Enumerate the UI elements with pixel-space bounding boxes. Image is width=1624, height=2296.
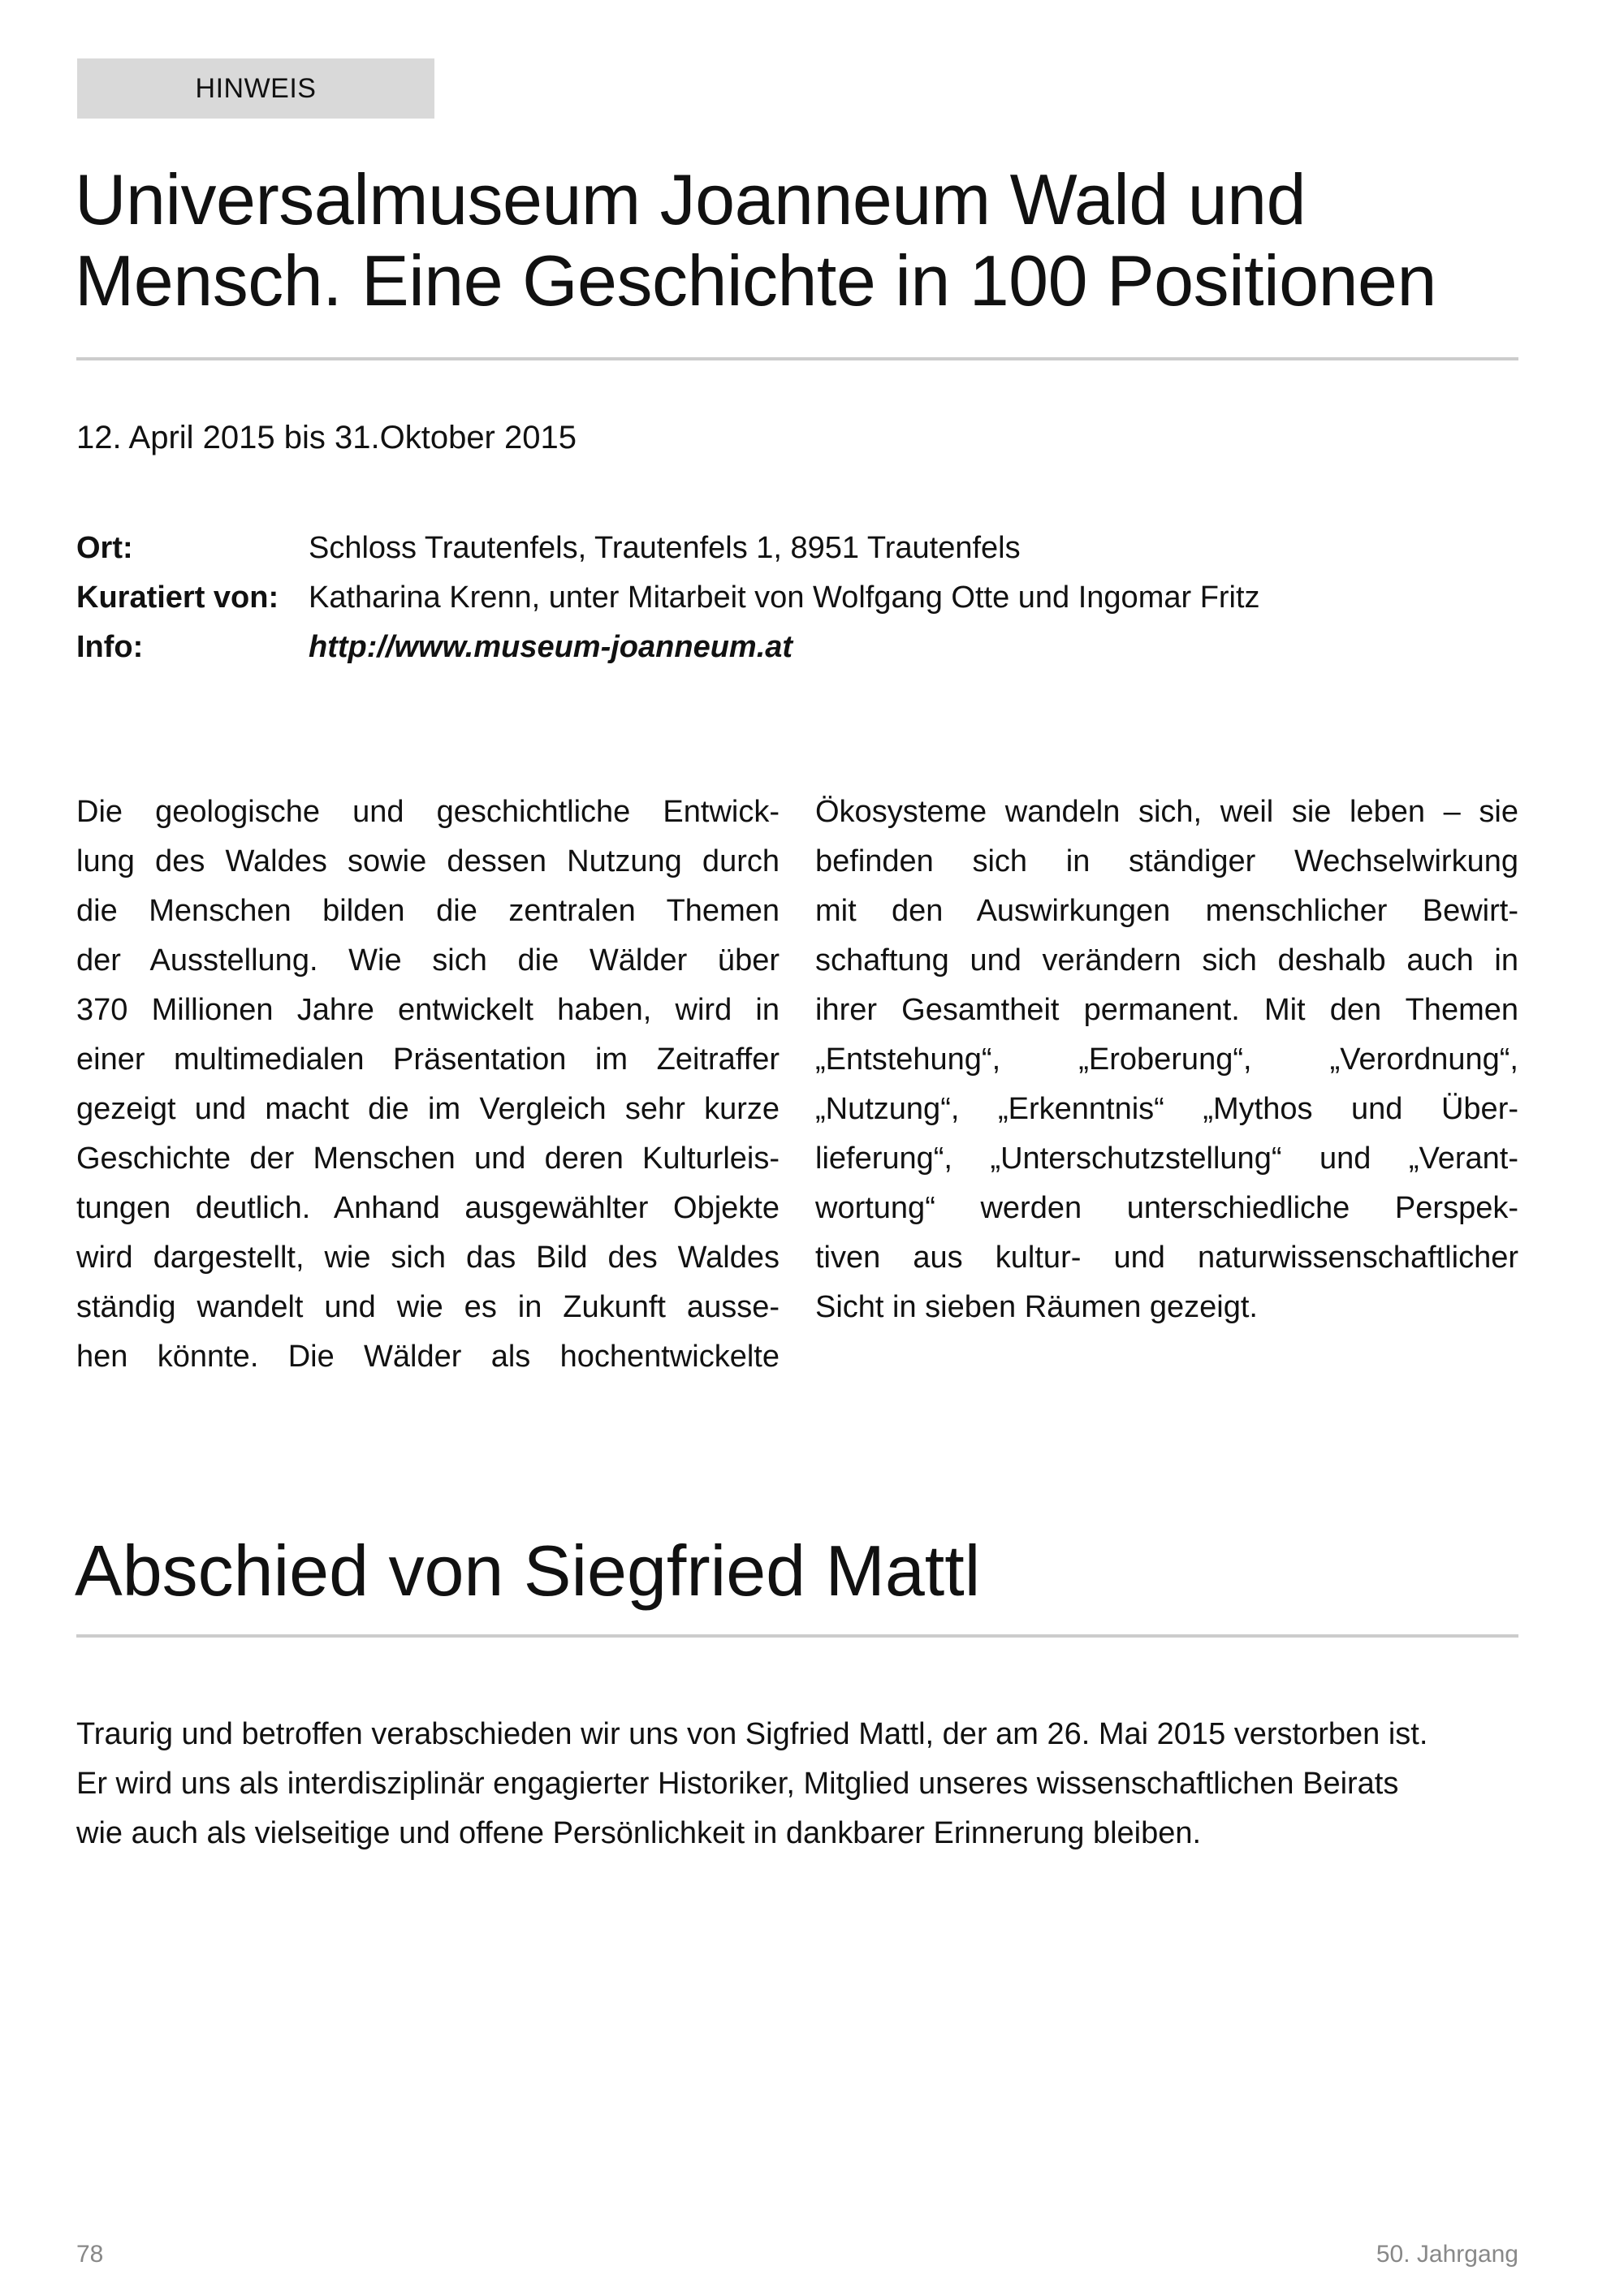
text-line: tiven aus kultur- und naturwissenschaftlicher [815,1241,1518,1275]
text-line: schaftung und verändern sich deshalb auch in [815,943,1518,978]
article-body-left-column [76,788,780,1382]
text-line: Er wird uns als interdisziplinär engagierter Historiker, Mitglied unseres wissenschaftlichen Beirats [76,1767,1399,1801]
info-label: Info: [76,630,144,664]
article-title: Universalmuseum Joanneum Wald und Mensch. Eine Geschichte in 100 Positionen [75,159,1436,321]
text-line: lieferung“, „Unterschutzstellung“ und „Verant- [815,1142,1518,1176]
info-label: Ort: [76,531,133,565]
info-label: Kuratiert von: [76,580,279,615]
text-line: einer multimedialen Präsentation im Zeitraffer [76,1042,780,1077]
text-line: wie auch als vielseitige und offene Persönlichkeit in dankbarer Erinnerung bleiben. [76,1816,1202,1850]
text-line: Traurig und betroffen verabschieden wir uns von Sigfried Mattl, der am 26. Mai 2015 verstorben ist. [76,1717,1428,1751]
info-row-curated-by [76,573,1260,623]
text-line: ständig wandelt und wie es in Zukunft ausse- [76,1290,780,1324]
page-number: 78 [76,2241,104,2268]
text-line: „Entstehung“, „Eroberung“, „Verordnung“, [815,1042,1518,1077]
text-line: tungen deutlich. Anhand ausgewählter Objekte [76,1191,780,1225]
section-tag [77,58,434,119]
website-link[interactable]: http://www.museum-joanneum.at [309,630,793,664]
exhibition-date-range: 12. April 2015 bis 31.Oktober 2015 [76,420,577,455]
text-line: Ökosysteme wandeln sich, weil sie leben – sie [815,795,1518,829]
obituary-body [76,1710,1522,1858]
text-line: mit den Auswirkungen menschlicher Bewirt- [815,894,1518,928]
text-line: „Nutzung“, „Erkenntnis“ „Mythos und Über- [815,1092,1518,1126]
text-line: Geschichte der Menschen und deren Kulturleis- [76,1142,780,1176]
text-line: befinden sich in ständiger Wechselwirkung [815,844,1518,878]
section-tag-label: HINWEIS [195,72,317,104]
obituary-title: Abschied von Siegfried Mattl [75,1530,981,1611]
info-value-curators: Katharina Krenn, unter Mitarbeit von Wolfgang Otte und Ingomar Fritz [309,580,1260,615]
info-row-location [76,524,1260,573]
exhibition-info-table [76,524,1260,672]
obituary-divider [76,1634,1518,1638]
info-value-location: Schloss Trautenfels, Trautenfels 1, 8951 Trautenfels [309,531,1021,565]
text-line: Die geologische und geschichtliche Entwick- [76,795,780,829]
text-line: die Menschen bilden die zentralen Themen [76,894,780,928]
article-body-right-column [815,788,1518,1332]
text-line: wortung“ werden unterschiedliche Perspek- [815,1191,1518,1225]
text-line: lung des Waldes sowie dessen Nutzung durch [76,844,780,878]
text-line: der Ausstellung. Wie sich die Wälder über [76,943,780,978]
text-line: wird dargestellt, wie sich das Bild des Waldes [76,1241,780,1275]
text-line: ihrer Gesamtheit permanent. Mit den Themen [815,993,1518,1027]
text-line: 370 Millionen Jahre entwickelt haben, wird in [76,993,780,1027]
title-divider [76,357,1518,360]
text-line: Sicht in sieben Räumen gezeigt. [815,1290,1258,1324]
text-line: gezeigt und macht die im Vergleich sehr kurze [76,1092,780,1126]
info-row-website [76,623,1260,672]
volume-label: 50. Jahrgang [1376,2241,1518,2268]
text-line: hen könnte. Die Wälder als hochentwickelte [76,1340,780,1374]
